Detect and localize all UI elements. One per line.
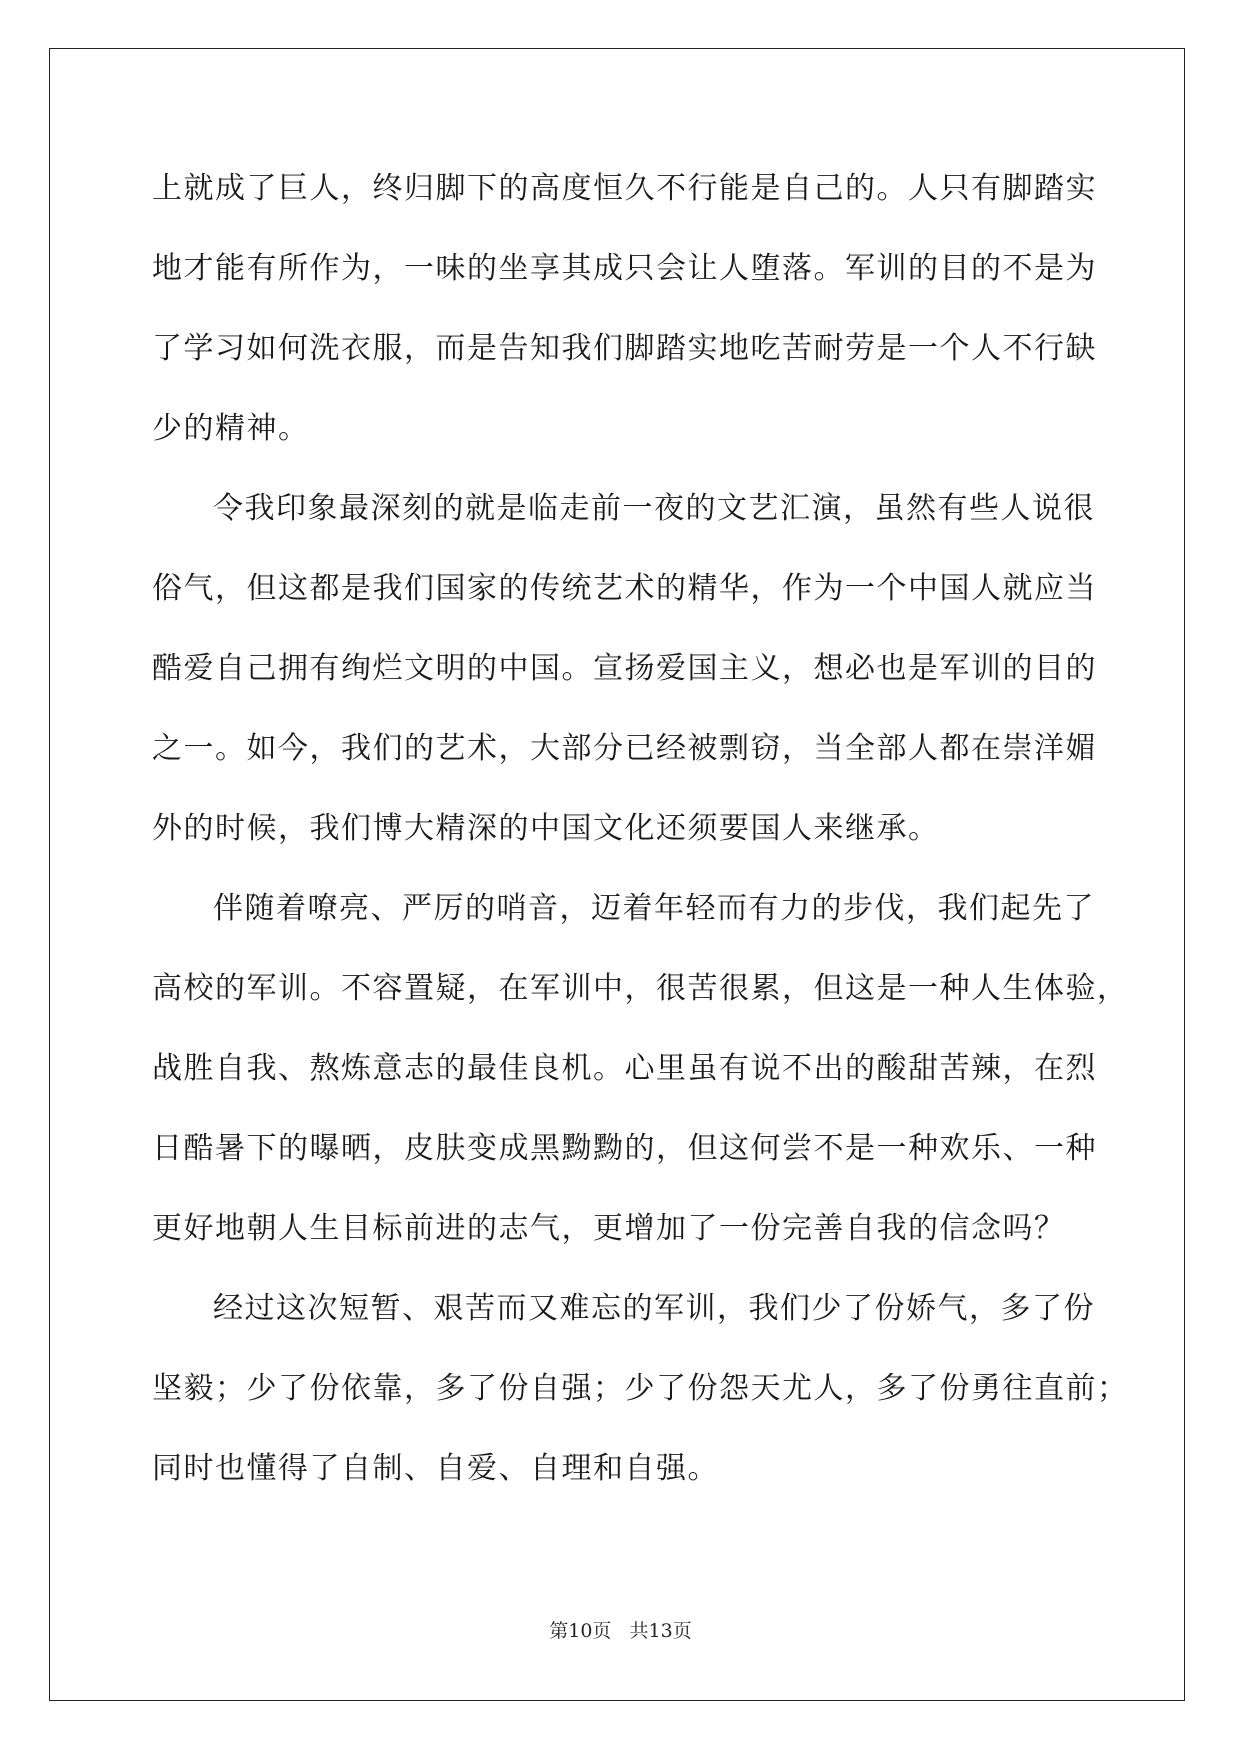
text-line: 伴随着嘹亮、严厉的哨音，迈着年轻而有力的步伐，我们起先了	[213, 891, 1095, 926]
document-body	[152, 164, 1129, 1524]
text-line: 坚毅；少了份依靠，多了份自强；少了份怨天尤人，多了份勇往直前；	[152, 1371, 1129, 1406]
text-line: 外的时候，我们博大精深的中国文化还须要国人来继承。	[152, 811, 940, 846]
text-line: 了学习如何洗衣服，而是告知我们脚踏实地吃苦耐劳是一个人不行缺	[152, 331, 1097, 366]
text-line: 俗气，但这都是我们国家的传统艺术的精华，作为一个中国人就应当	[152, 571, 1097, 606]
page-number: 第10页 共13页	[549, 1620, 692, 1642]
text-line: 战胜自我、熬炼意志的最佳良机。心里虽有说不出的酸甜苦辣，在烈	[152, 1051, 1097, 1086]
text-line: 地才能有所作为，一味的坐享其成只会让人堕落。军训的目的不是为	[152, 251, 1097, 286]
text-line: 酷爱自己拥有绚烂文明的中国。宣扬爱国主义，想必也是军训的目的	[152, 651, 1097, 686]
text-line: 更好地朝人生目标前进的志气，更增加了一份完善自我的信念吗？	[152, 1211, 1066, 1246]
text-line: 之一。如今，我们的艺术，大部分已经被剽窃，当全部人都在崇洋媚	[152, 731, 1097, 766]
text-line: 高校的军训。不容置疑，在军训中，很苦很累，但这是一种人生体验，	[152, 971, 1129, 1006]
text-line: 经过这次短暂、艰苦而又难忘的军训，我们少了份娇气，多了份	[213, 1291, 1095, 1326]
text-line: 日酷暑下的曝晒，皮肤变成黑黝黝的，但这何尝不是一种欢乐、一种	[152, 1131, 1097, 1166]
text-line: 令我印象最深刻的就是临走前一夜的文艺汇演，虽然有些人说很	[213, 491, 1095, 526]
text-line: 同时也懂得了自制、自爱、自理和自强。	[152, 1451, 719, 1486]
text-line: 少的精神。	[152, 411, 310, 446]
text-line: 上就成了巨人，终归脚下的高度恒久不行能是自己的。人只有脚踏实	[152, 171, 1097, 206]
